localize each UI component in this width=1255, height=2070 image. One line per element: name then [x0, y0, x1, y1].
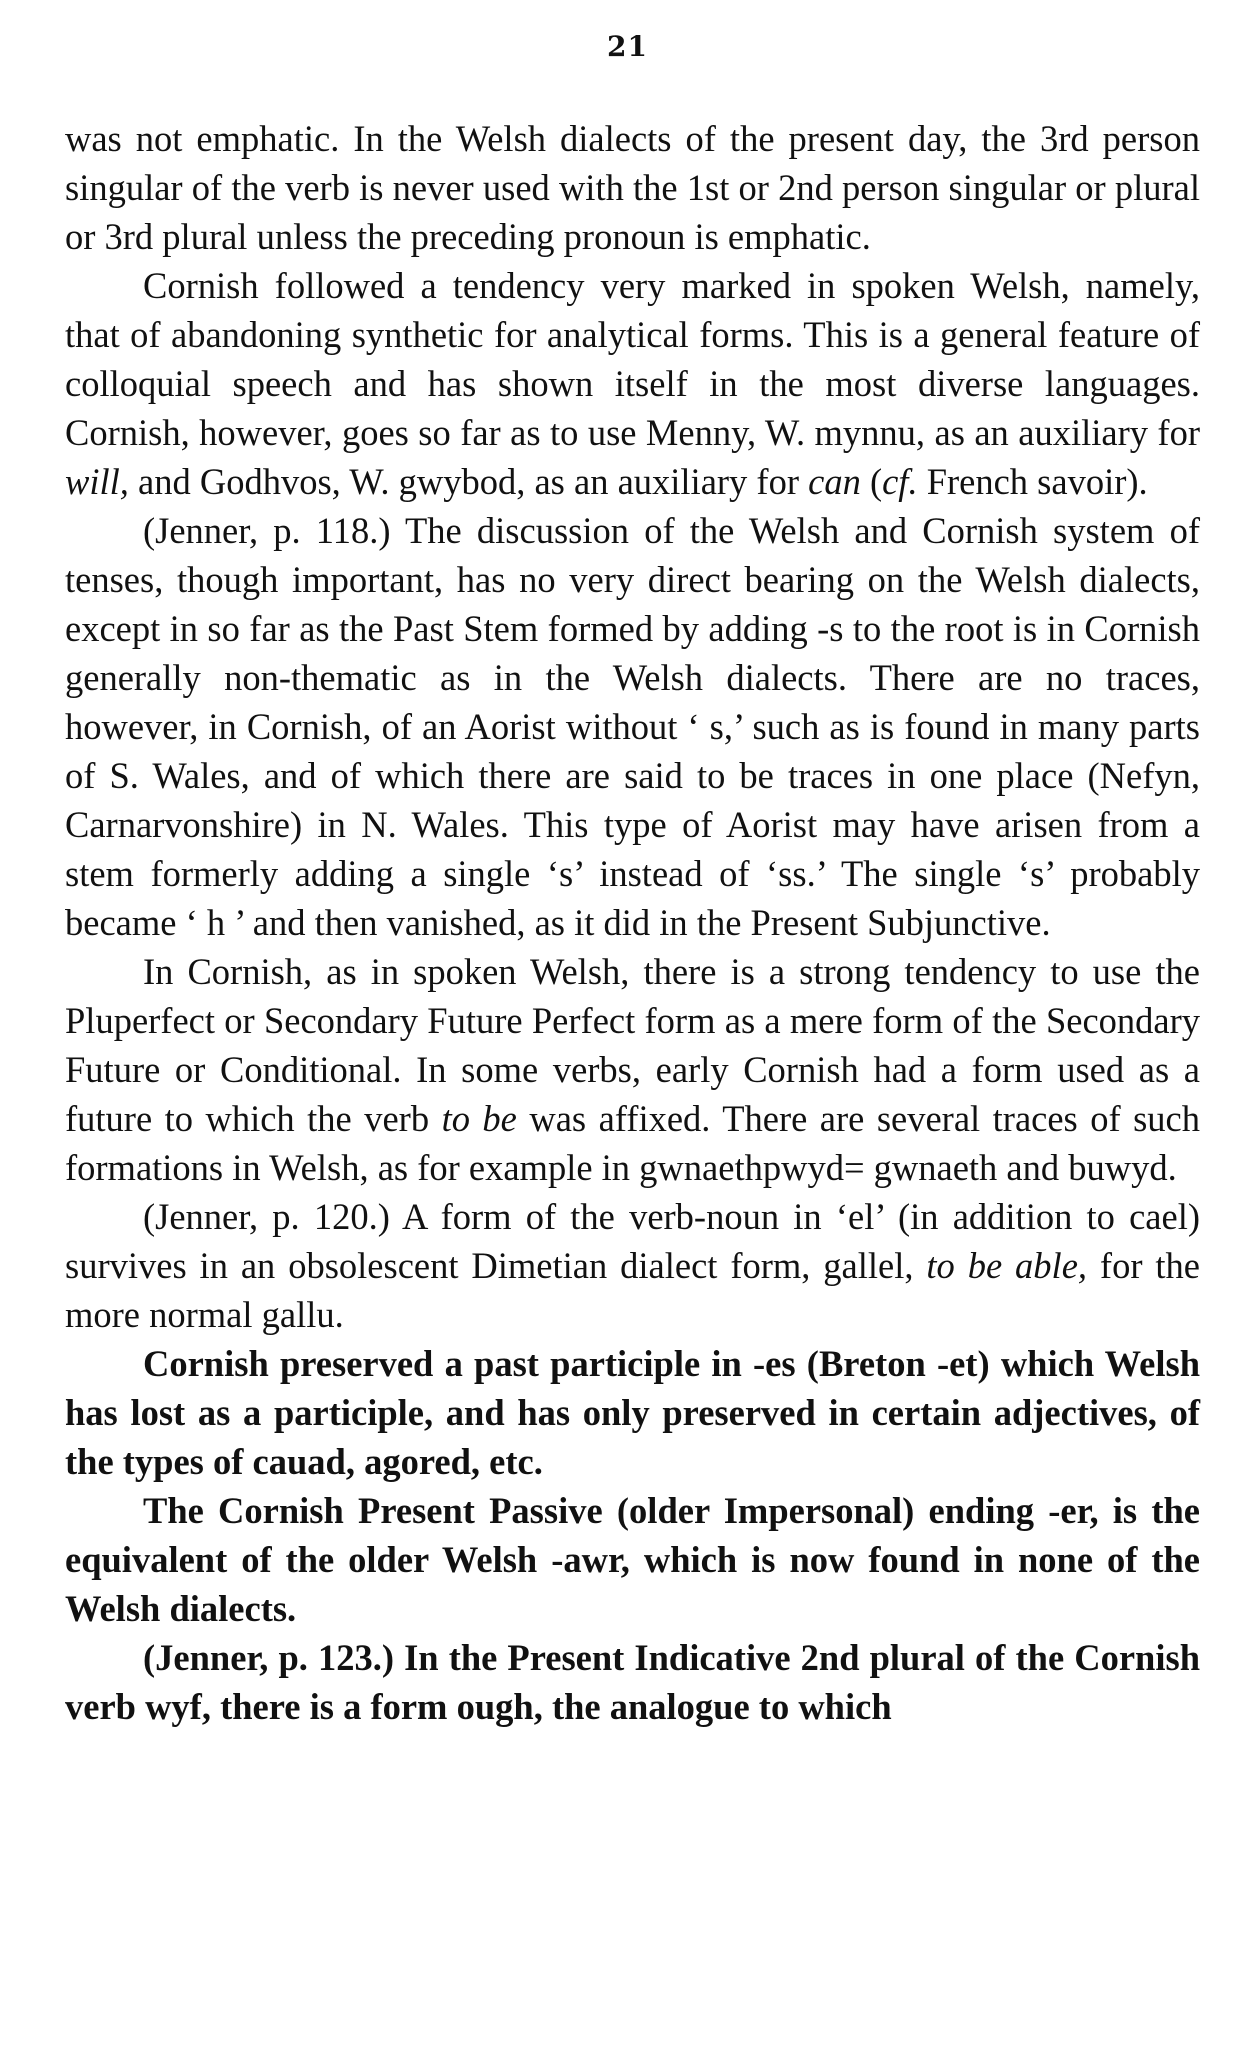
paragraph-8: (Jenner, p. 123.) In the Present Indicative 2nd plural of the Cornish verb wyf, there is a form ough, the analogue to which [65, 1637, 1200, 1727]
paragraph-2 [65, 261, 1200, 506]
body-text [65, 114, 1200, 1731]
paragraph-3: (Jenner, p. 118.) The discussion of the Welsh and Cornish system of tenses, though important, has no very direct bearing on the Welsh dialects, except in so far as the Past Stem formed by adding -s to the root is in Cornish generally non-thematic as in the Welsh dialects. There are no traces, however, in Cornish, of an Aorist without ‘ s,’ such as is found in many parts of S. Wales, and of which there are said to be traces in one place (Nefyn, Carnarvonshire) in N. Wales. This type of Aorist may have arisen from a stem formerly adding a single ‘s’ instead of ‘ss.’ The single ‘s’ probably became ‘ h ’ and then vanished, as it did in the Present Subjunctive. [65, 510, 1200, 943]
paragraph-6: Cornish preserved a past participle in -es (Breton -et) which Welsh has lost as a participle, and has only preserved in certain adjectives, of the types of cauad, agored, etc. [65, 1343, 1200, 1482]
paragraph-1: was not emphatic. In the Welsh dialects of the present day, the 3rd person singular of the verb is never used with the 1st or 2nd person singular or plural or 3rd plural unless the preceding pronoun is emphatic. [65, 118, 1200, 257]
paragraph-2-segment: Cornish followed a tendency very marked in spoken Welsh, namely, that of abandoning synthetic for analytical forms. This is a general feature of colloquial speech and has shown itself in the most diverse languages. Cornish, however, goes so far as to use Menny, W. mynnu, as an auxiliary for [65, 265, 1200, 453]
paragraph-4-segment: was affixed. There are several traces of such formations in Welsh, as for example in gwnaethpwyd= gwnaeth and buwyd. [65, 1098, 1201, 1188]
paragraph-5 [65, 1192, 1200, 1339]
italic-phrase-to-be-able: to be able, [926, 1245, 1088, 1286]
italic-phrase-to-be: to be [441, 1098, 517, 1139]
paragraph-5-segment: (Jenner, p. 120.) A form of the verb-noun in ‘el’ (in addition to cael) survives in an obsolescent Dimetian dialect form, gallel, [65, 1196, 1200, 1286]
paragraph-7: The Cornish Present Passive (older Impersonal) ending -er, is the equivalent of the older Welsh -awr, which is now found in none of the Welsh dialects. [65, 1490, 1200, 1629]
paragraph-2-segment: French savoir). [917, 461, 1148, 502]
paragraph-4 [65, 947, 1200, 1192]
paragraph-2-segment: ( [860, 461, 883, 502]
paragraph-4-segment: In Cornish, as in spoken Welsh, there is a strong tendency to use the Pluperfect or Secondary Future Perfect form as a mere form of the Secondary Future or Conditional. In some verbs, early Cornish had a form used as a future to which the verb [65, 951, 1200, 1139]
paragraph-2-segment: and Godhvos, W. gwybod, as an auxiliary for [128, 461, 809, 502]
paragraph-5-segment: for the more normal gallu. [65, 1245, 1200, 1335]
page-number: 21 [607, 30, 648, 63]
italic-word-will: will, [65, 461, 129, 502]
italic-word-can: can [808, 461, 861, 502]
italic-word-cf: cf. [882, 461, 918, 502]
